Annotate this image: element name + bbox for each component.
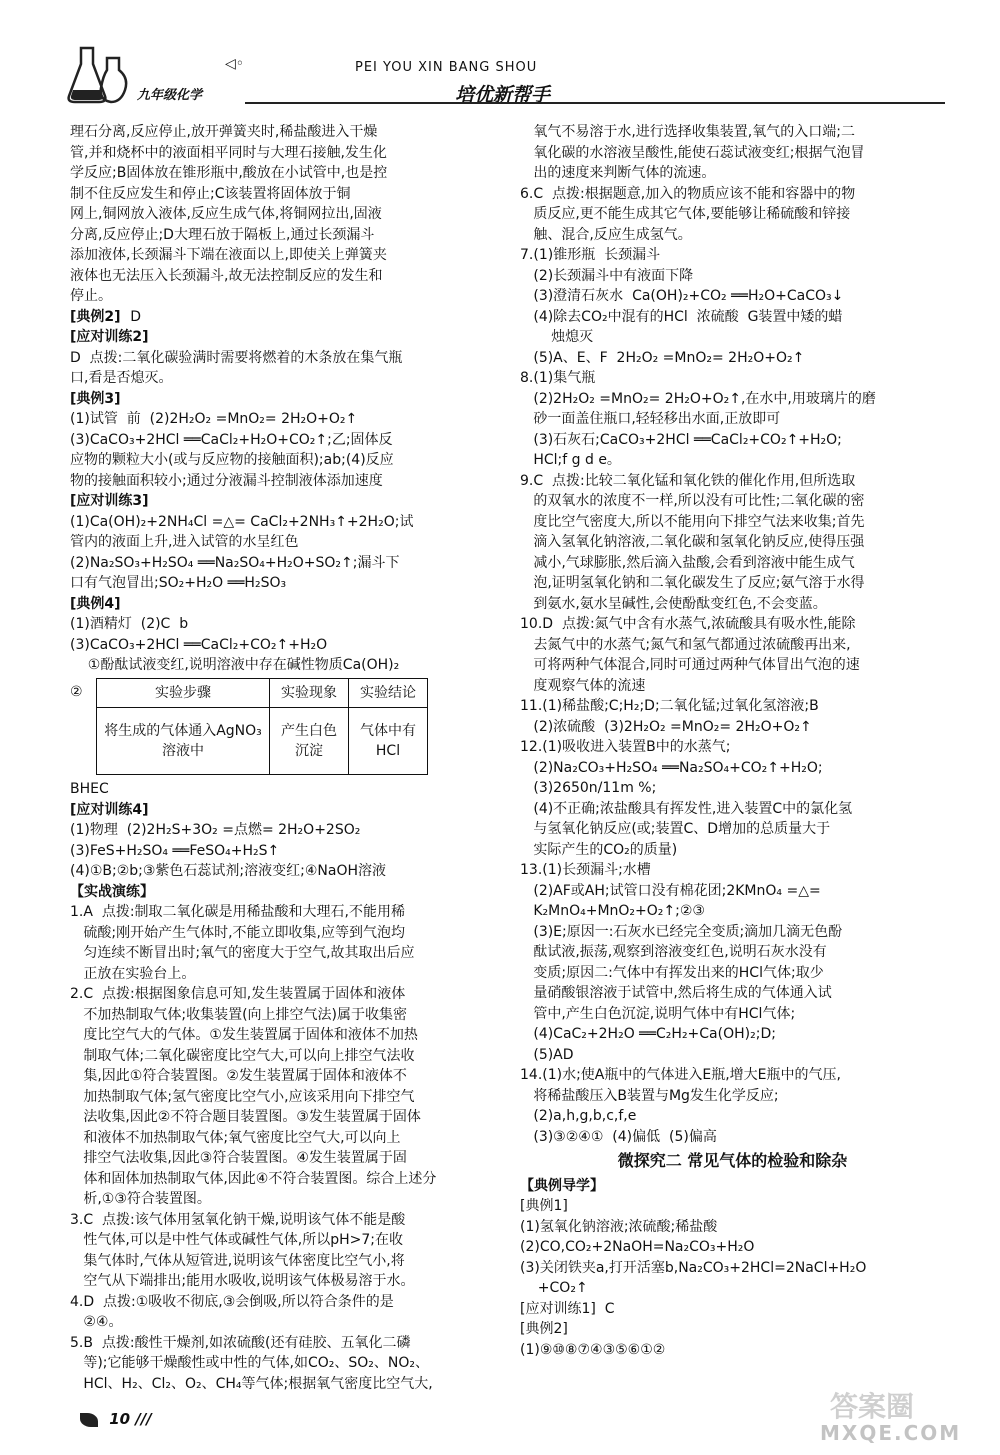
- watermark-logo: 答案圈: [830, 1390, 915, 1423]
- text-line: 法收集,因此②不符合题目装置图。③发生装置属于固体: [70, 1109, 421, 1125]
- text-line: 与氢氧化钠反应(或;装置C、D增加的总质量大于: [520, 821, 831, 837]
- ex3-heading: [典例3]: [70, 390, 121, 407]
- text-line: 1.A 点拨:制取二氧化碳是用稀盐酸和大理石,不能用稀: [70, 904, 406, 920]
- text-line: (2)长颈漏斗中有液面下降: [520, 267, 694, 284]
- text-line: 砂一面盖住瓶口,轻轻移出水面,正放即可: [520, 411, 781, 427]
- guide-text: [520, 1196, 945, 1360]
- text-line: (3)E;原因一:石灰水已经完全变质;滴加几滴无色酚: [520, 923, 843, 940]
- text-line: 9.C 点拨:比较二氧化锰和氧化铁的催化作用,但所选取: [520, 472, 856, 489]
- text-line: 口,看是否熄灭。: [70, 370, 173, 386]
- text-line: 5.B 点拨:酸性干燥剂,如浓硫酸(还有硅胶、五氧化二磷: [70, 1334, 411, 1351]
- book-title: 培优新帮手: [455, 84, 551, 106]
- text-line: (5)AD: [520, 1046, 574, 1063]
- left-intro-text: [70, 122, 495, 307]
- text-line: +CO₂↑: [520, 1280, 588, 1296]
- header-pinyin: PEI YOU XIN BANG SHOU: [355, 60, 538, 75]
- text-line: 到氨水,氨水呈碱性,会使酚酞变红色,不会变蓝。: [520, 595, 827, 612]
- text-line: 酞试液,振荡,观察到溶液变红色,说明石灰水没有: [520, 944, 827, 960]
- table-cell: 将生成的气体通入AgNO₃溶液中: [97, 708, 270, 775]
- text-line: 减小,气球膨胀,然后滴入盐酸,会看到溶液中能生成气: [520, 554, 855, 571]
- text-line: ②④。: [70, 1314, 123, 1330]
- text-line: 正放在实验台上。: [70, 965, 196, 982]
- text-line: 管中,产生白色沉淀,说明气体中有HCl气体;: [520, 1005, 796, 1022]
- text-line: 2.C 点拨:根据图象信息可知,发生装置属于固体和液体: [70, 986, 406, 1002]
- table-header: 实验结论: [349, 678, 428, 708]
- text-line: 不加热制取气体;收集装置(向上排空气法)属于收集密: [70, 1006, 407, 1023]
- table-header: 实验步骤: [97, 678, 270, 708]
- text-line: (1)物理 (2)2H₂S+3O₂ =点燃= 2H₂O+2SO₂: [70, 822, 361, 838]
- ex2-heading: [典例2] D: [70, 308, 142, 325]
- text-line: 11.(1)稀盐酸;C;H₂;D;二氧化锰;过氧化氢溶液;B: [520, 698, 819, 714]
- text-line: 度比空气密度大,所以不能用向下排空气法来收集;首先: [520, 513, 865, 530]
- text-line: 网上,铜网放入液体,反应生成气体,将铜网拉出,固液: [70, 206, 382, 222]
- text-line: 3.C 点拨:该气体用氢氧化钠干燥,说明该气体不能是酸: [70, 1211, 406, 1228]
- text-line: (5)A、E、F 2H₂O₂ =MnO₂= 2H₂O+O₂↑: [520, 349, 805, 366]
- text-line: 度观察气体的流速: [520, 677, 646, 694]
- text-line: 量硝酸银溶液于试管中,然后将生成的气体通入试: [520, 985, 832, 1001]
- ex4-heading: [典例4]: [70, 595, 121, 612]
- text-line: (3)CaCO₃+2HCl ══CaCl₂+CO₂↑+H₂O: [70, 636, 328, 653]
- page-footer: [80, 1410, 152, 1428]
- text-line: (2)浓硫酸 (3)2H₂O₂ =MnO₂= 2H₂O+O₂↑: [520, 718, 812, 735]
- text-line: 触、混合,反应生成氢气。: [520, 226, 692, 243]
- text-line: 的双氧水的浓度不一样,所以没有可比性;二氧化碳的密: [520, 493, 865, 509]
- table-marker: ②: [70, 683, 83, 700]
- text-line: (4)①B;②b;③紫色石蕊试剂;溶液变红;④NaOH溶液: [70, 863, 386, 879]
- text-line: HCl;f g d e。: [520, 452, 621, 468]
- text-line: 应物的颗粒大小(或与反应物的接触面积);ab;(4)反应: [70, 452, 394, 468]
- text-line: 氧气不易溶于水,进行选择收集装置,氧气的入口端;二: [520, 124, 855, 140]
- text-line: (4)CaC₂+2H₂O ══C₂H₂+Ca(OH)₂;D;: [520, 1026, 776, 1042]
- experiment-table-block: [70, 678, 495, 776]
- footer-slashes: ///: [135, 1410, 152, 1428]
- text-line: 集,因此①符合装置图。②发生装置属于固体和液体不: [70, 1068, 407, 1084]
- text-line: 可将两种气体混合,同时可通过两种气体冒出气泡的速: [520, 657, 860, 673]
- text-line: 制取气体;二氧化碳密度比空气大,可以向上排空气法收: [70, 1047, 415, 1064]
- section-title: 微探究二 常见气体的检验和除杂: [617, 1151, 848, 1170]
- text-line: (2)Na₂SO₃+H₂SO₄ ══Na₂SO₄+H₂O+SO₂↑;漏斗下: [70, 554, 400, 571]
- text-line: (2)Na₂CO₃+H₂SO₄ ══Na₂SO₄+CO₂↑+H₂O;: [520, 759, 823, 776]
- page-number: 10: [109, 1410, 131, 1428]
- text-line: 滴入氢氧化钠溶液,二氧化碳和氢氧化钠反应,使得压强: [520, 534, 865, 550]
- text-line: (3)2650n/11m %;: [520, 780, 657, 796]
- text-line: (1)酒精灯 (2)C b: [70, 616, 189, 632]
- text-line: (3)关闭铁夹a,打开活塞b,Na₂CO₃+2HCl=2NaCl+H₂O: [520, 1259, 867, 1276]
- tr3-text: [70, 512, 495, 594]
- text-line: 物的接触面积较小;通过分液漏斗控制液体添加速度: [70, 472, 383, 489]
- text-line: [应对训练1] C: [520, 1300, 615, 1317]
- text-line: 10.D 点拨:氮气中含有水蒸气,浓硫酸具有吸水性,能除: [520, 616, 856, 632]
- text-line: 泡,证明氢氧化钠和二氧化碳发生了反应;氨气溶于水得: [520, 575, 865, 591]
- tr2-heading: [应对训练2]: [70, 329, 149, 345]
- text-line: (3)CaCO₃+2HCl ══CaCl₂+H₂O+CO₂↑;乙;固体反: [70, 431, 393, 448]
- ex4-answer: BHEC: [70, 781, 109, 797]
- text-line: 液体也无法压入长颈漏斗,故无法控制反应的发生和: [70, 267, 383, 284]
- text-line: (2)CO,CO₂+2NaOH=Na₂CO₃+H₂O: [520, 1239, 755, 1255]
- text-line: (4)不正确;浓盐酸具有挥发性,进入装置C中的氯化氢: [520, 800, 853, 817]
- text-line: 4.D 点拨:①吸收不彻底,③会倒吸,所以符合条件的是: [70, 1293, 394, 1310]
- text-line: 等);它能够干燥酸性或中性的气体,如CO₂、SO₂、NO₂、: [70, 1355, 430, 1371]
- practice-text: [70, 902, 495, 1394]
- text-line: 13.(1)长颈漏斗;水槽: [520, 862, 651, 878]
- text-line: 12.(1)吸收进入装置B中的水蒸气;: [520, 739, 731, 755]
- leaf-icon: [80, 1413, 98, 1427]
- text-line: 硫酸;刚开始产生气体时,不能立即收集,应等到气泡均: [70, 924, 405, 941]
- text-line: 停止。: [70, 288, 112, 304]
- ex4-text: [70, 614, 495, 676]
- page-header: [55, 40, 945, 110]
- text-line: 实际产生的CO₂的质量): [520, 841, 678, 858]
- text-line: 匀连续不断冒出时;氧气的密度大于空气,故其取出后应: [70, 945, 415, 961]
- table-header: 实验现象: [270, 678, 349, 708]
- left-column: [70, 122, 495, 1394]
- text-line: 去氮气中的水蒸气;氮气和氢气都通过浓硫酸再出来,: [520, 636, 851, 653]
- table-cell: 产生白色沉淀: [270, 708, 349, 775]
- tr3-heading: [应对训练3]: [70, 493, 149, 509]
- text-line: 口有气泡冒出;SO₂+H₂O ══H₂SO₃: [70, 575, 287, 591]
- text-line: 添加液体,长颈漏斗下端在液面以上,即使关上弹簧夹: [70, 247, 387, 263]
- arrow-icon: ◁◦: [225, 56, 245, 72]
- text-line: 质反应,更不能生成其它气体,要能够让稀硫酸和锌接: [520, 206, 851, 222]
- text-line: D 点拨:二氧化碳验满时需要将燃着的木条放在集气瓶: [70, 349, 403, 366]
- table-cell: 气体中有HCl: [349, 708, 428, 775]
- text-line: 学反应;B固体放在锥形瓶中,酸放在小试管中,也是控: [70, 165, 388, 181]
- text-line: [典例2]: [520, 1321, 568, 1337]
- text-line: 6.C 点拨:根据题意,加入的物质应该不能和容器中的物: [520, 185, 856, 202]
- text-line: 8.(1)集气瓶: [520, 370, 596, 386]
- ex3-text: [70, 409, 495, 491]
- text-line: 烛熄灭: [520, 329, 594, 345]
- text-line: (1)⑨⑩⑧⑦④③⑤⑥①②: [520, 1341, 666, 1358]
- text-line: (3)澄清石灰水 Ca(OH)₂+CO₂ ══H₂O+CaCO₃↓: [520, 288, 844, 304]
- text-line: 分离,反应停止;D大理石放于隔板上,通过长颈漏斗: [70, 226, 375, 243]
- text-line: 排空气法收集,因此③符合装置图。④发生装置属于固: [70, 1150, 407, 1166]
- text-line: (1)Ca(OH)₂+2NH₄Cl =△= CaCl₂+2NH₃↑+2H₂O;试: [70, 513, 414, 530]
- text-line: 管,并和烧杯中的液面相平同时与大理石接触,发生化: [70, 144, 387, 161]
- experiment-table: [96, 678, 428, 776]
- practice-heading: 【实战演练】: [70, 883, 154, 900]
- header-rule: [245, 102, 945, 104]
- text-line: 体和固体加热制取气体,因此④不符合装置图。综合上述分: [70, 1170, 437, 1187]
- text-line: 性气体,可以是中性气体或碱性气体,所以pH>7;在收: [70, 1232, 404, 1248]
- text-line: 集气体时,气体从短管进,说明该气体密度比空气小,将: [70, 1252, 405, 1269]
- text-line: 出的速度来判断气体的流速。: [520, 165, 716, 181]
- text-line: ①酚酞试液变红,说明溶液中存在碱性物质Ca(OH)₂: [70, 657, 400, 673]
- flask-logo-icon: [63, 44, 133, 106]
- text-line: 7.(1)锥形瓶 长颈漏斗: [520, 247, 661, 263]
- text-line: (3)石灰石;CaCO₃+2HCl ══CaCl₂+CO₂↑+H₂O;: [520, 431, 842, 448]
- grade-label: 九年级化学: [137, 88, 203, 103]
- text-line: 加热制取气体;氢气密度比空气小,应该采用向下排空气: [70, 1088, 415, 1105]
- text-line: 将稀盐酸压入B装置与Mg发生化学反应;: [520, 1087, 779, 1104]
- text-line: (1)试管 前 (2)2H₂O₂ =MnO₂= 2H₂O+O₂↑: [70, 411, 358, 427]
- watermark: [820, 1385, 990, 1447]
- text-line: 和液体不加热制取气体;氧气密度比空气大,可以向上: [70, 1129, 401, 1146]
- tr4-text: [70, 820, 495, 882]
- text-line: K₂MnO₄+MnO₂+O₂↑;②③: [520, 903, 705, 919]
- text-line: (2)2H₂O₂ =MnO₂= 2H₂O+O₂↑,在水中,用玻璃片的磨: [520, 390, 876, 407]
- watermark-url: MXQE.COM: [820, 1421, 962, 1445]
- guide-heading: 【典例导学】: [520, 1177, 604, 1194]
- text-line: 氧化碳的水溶液呈酸性,能使石蕊试液变红;根据气泡冒: [520, 144, 865, 161]
- text-line: (2)a,h,g,b,c,f,e: [520, 1108, 637, 1124]
- right-column: [520, 122, 945, 1360]
- text-line: (3)FeS+H₂SO₄ ══FeSO₄+H₂S↑: [70, 842, 280, 859]
- text-line: 理石分离,反应停止,放开弹簧夹时,稀盐酸进入干燥: [70, 124, 378, 140]
- text-line: 制不住反应发生和停止;C该装置将固体放于铜: [70, 185, 351, 202]
- tr4-heading: [应对训练4]: [70, 801, 149, 818]
- text-line: (2)AF或AH;试管口没有棉花团;2KMnO₄ =△=: [520, 882, 821, 899]
- right-answers-text: [520, 122, 945, 1147]
- text-line: 析,①③符合装置图。: [70, 1191, 211, 1207]
- text-line: 管内的液面上升,进入试管的水呈红色: [70, 534, 299, 550]
- text-line: [典例1]: [520, 1198, 568, 1214]
- text-line: 变质;原因二:气体中有挥发出来的HCl气体;取少: [520, 964, 824, 981]
- text-line: (4)除去CO₂中混有的HCl 浓硫酸 G装置中矮的蜡: [520, 308, 843, 325]
- text-line: (3)③②④① (4)偏低 (5)偏高: [520, 1128, 717, 1145]
- text-line: 度比空气大的气体。①发生装置属于固体和液体不加热: [70, 1027, 418, 1043]
- tr2-text: [70, 348, 495, 389]
- text-line: 14.(1)水;使A瓶中的气体进入E瓶,增大E瓶中的气压,: [520, 1067, 841, 1083]
- text-line: (1)氢氧化钠溶液;浓硫酸;稀盐酸: [520, 1218, 718, 1235]
- text-line: HCl、H₂、Cl₂、O₂、CH₄等气体;根据氧气密度比空气大,: [70, 1375, 433, 1392]
- text-line: 空气从下端排出;能用水吸收,说明该气体极易溶于水。: [70, 1273, 415, 1289]
